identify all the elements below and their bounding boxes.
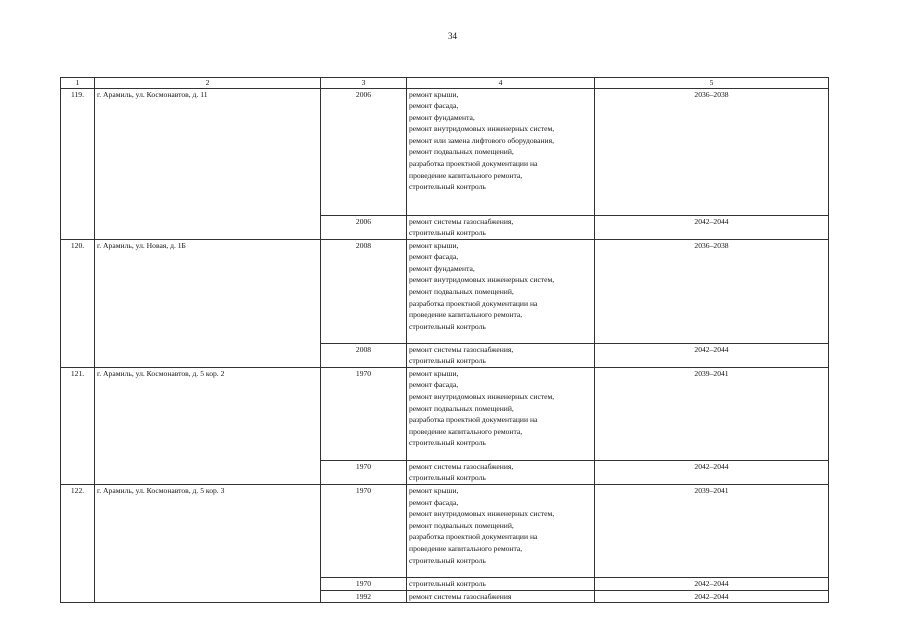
works-list: [407, 367, 595, 460]
row-number: 121.: [61, 367, 95, 484]
build-year: 1970: [321, 367, 407, 460]
works-list: [407, 485, 595, 578]
works-item: ремонт или замена лифтового оборудования,: [409, 135, 554, 145]
works-item: строительный контроль: [409, 579, 486, 589]
column-header-1: 1: [61, 78, 95, 89]
table-row: [61, 485, 829, 578]
works-item: проведение капитального ремонта,: [409, 426, 523, 436]
works-item: строительный контроль: [409, 438, 486, 448]
works-item: ремонт системы газоснабжения: [409, 591, 512, 601]
build-year: 2008: [321, 343, 407, 367]
table-row: [61, 367, 829, 460]
repair-period: 2042–2044: [595, 460, 829, 484]
works-item: ремонт крыши,: [409, 486, 459, 496]
works-item: ремонт внутридомовых инженерных систем,: [409, 275, 555, 285]
column-header-4: 4: [407, 78, 595, 89]
house-address: г. Арамиль, ул. Космонавтов, д. 5 кор. 3: [95, 485, 321, 603]
works-item: разработка проектной документации на: [409, 159, 538, 169]
works-list: [407, 215, 595, 239]
works-list: [407, 88, 595, 215]
works-item: строительный контроль: [409, 182, 486, 192]
works-item: строительный контроль: [409, 321, 486, 331]
row-number: 120.: [61, 239, 95, 367]
works-item: ремонт фасада,: [409, 101, 459, 111]
works-item: строительный контроль: [409, 228, 486, 238]
works-list: [407, 343, 595, 367]
works-list: [407, 460, 595, 484]
build-year: 2006: [321, 88, 407, 215]
works-item: строительный контроль: [409, 555, 486, 565]
works-item: строительный контроль: [409, 473, 486, 483]
table-row: [61, 88, 829, 215]
works-item: разработка проектной документации на: [409, 298, 538, 308]
works-list: [407, 578, 595, 591]
repair-period: 2036–2038: [595, 88, 829, 215]
works-item: ремонт системы газоснабжения,: [409, 461, 514, 471]
works-item: ремонт фасада,: [409, 252, 459, 262]
column-header-2: 2: [95, 78, 321, 89]
capital-repair-table: [60, 77, 829, 603]
column-header-3: 3: [321, 78, 407, 89]
works-item: ремонт фундамента,: [409, 112, 475, 122]
house-address: г. Арамиль, ул. Космонавтов, д. 5 кор. 2: [95, 367, 321, 484]
works-item: ремонт крыши,: [409, 240, 459, 250]
works-item: проведение капитального ремонта,: [409, 170, 523, 180]
works-list: [407, 590, 595, 603]
table-row: [61, 239, 829, 343]
works-item: ремонт фасада,: [409, 380, 459, 390]
build-year: 1970: [321, 460, 407, 484]
works-item: ремонт подвальных помещений,: [409, 287, 514, 297]
page-number: 34: [448, 31, 457, 41]
build-year: 2008: [321, 239, 407, 343]
row-number: 122.: [61, 485, 95, 603]
house-address: г. Арамиль, ул. Космонавтов, д. 11: [95, 88, 321, 239]
build-year: 1970: [321, 578, 407, 591]
works-item: ремонт фундамента,: [409, 263, 475, 273]
works-item: строительный контроль: [409, 356, 486, 366]
works-item: ремонт системы газоснабжения,: [409, 344, 514, 354]
works-item: проведение капитального ремонта,: [409, 544, 523, 554]
works-item: ремонт подвальных помещений,: [409, 147, 514, 157]
works-item: ремонт подвальных помещений,: [409, 520, 514, 530]
works-item: ремонт внутридомовых инженерных систем,: [409, 124, 555, 134]
works-item: ремонт внутридомовых инженерных систем,: [409, 392, 555, 402]
works-item: ремонт внутридомовых инженерных систем,: [409, 509, 555, 519]
works-item: ремонт крыши,: [409, 89, 459, 99]
row-number: 119.: [61, 88, 95, 239]
repair-period: 2042–2044: [595, 215, 829, 239]
works-item: ремонт системы газоснабжения,: [409, 216, 514, 226]
repair-period: 2042–2044: [595, 343, 829, 367]
works-item: ремонт крыши,: [409, 368, 459, 378]
repair-period: 2036–2038: [595, 239, 829, 343]
repair-period: 2039–2041: [595, 485, 829, 578]
works-item: проведение капитального ремонта,: [409, 310, 523, 320]
repair-period: 2042–2044: [595, 590, 829, 603]
column-number-row: [61, 78, 829, 89]
house-address: г. Арамиль, ул. Новая, д. 1Б: [95, 239, 321, 367]
works-list: [407, 239, 595, 343]
works-item: ремонт фасада,: [409, 497, 459, 507]
repair-period: 2042–2044: [595, 578, 829, 591]
works-item: ремонт подвальных помещений,: [409, 403, 514, 413]
build-year: 2006: [321, 215, 407, 239]
works-item: разработка проектной документации на: [409, 532, 538, 542]
build-year: 1992: [321, 590, 407, 603]
build-year: 1970: [321, 485, 407, 578]
repair-period: 2039–2041: [595, 367, 829, 460]
column-header-5: 5: [595, 78, 829, 89]
works-item: разработка проектной документации на: [409, 415, 538, 425]
